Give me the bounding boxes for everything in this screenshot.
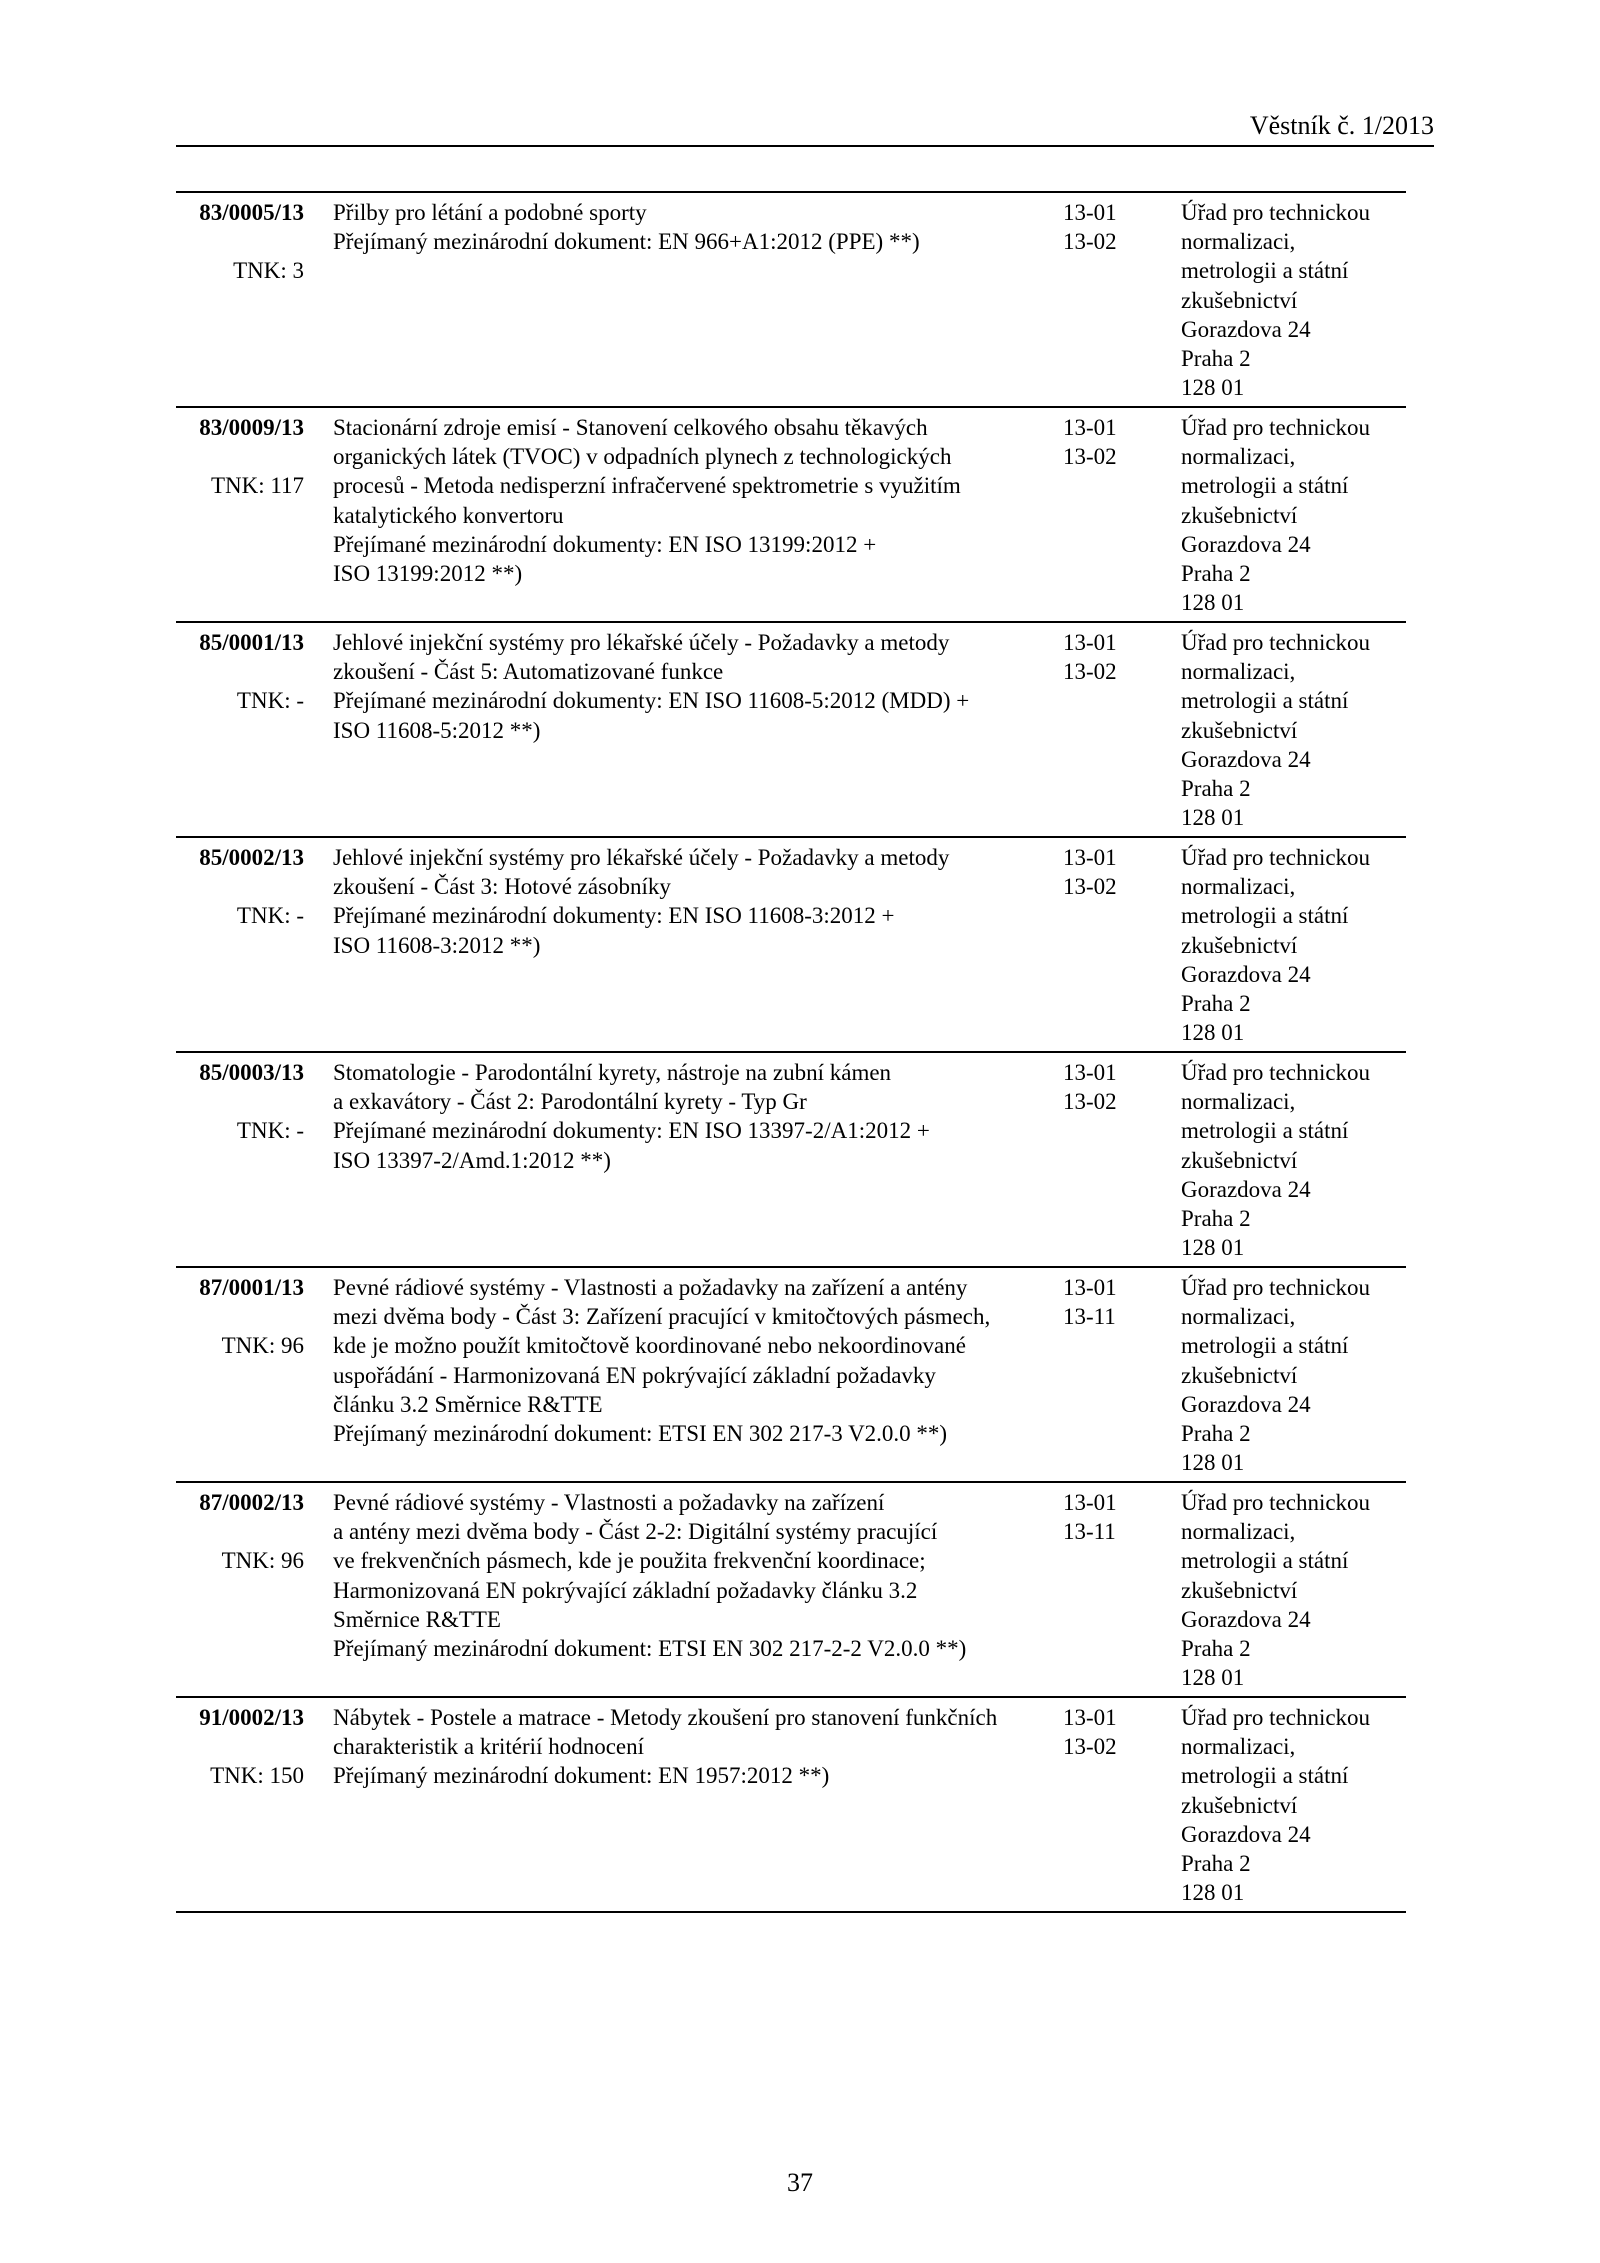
classification-code: 13-01 xyxy=(1063,1275,1117,1300)
authority-line: Gorazdova 24 xyxy=(1181,531,1311,557)
description-line: Přejímané mezinárodní dokumenty: EN ISO 13199:2012 + xyxy=(333,531,877,557)
record-authority xyxy=(1181,628,1421,832)
bulletin-title: Věstník č. 1/2013 xyxy=(1249,111,1434,140)
authority-line: metrologii a státní xyxy=(1181,473,1349,499)
description-line: ISO 11608-5:2012 **) xyxy=(333,717,541,743)
description-line: článku 3.2 Směrnice R&TTE xyxy=(333,1391,603,1417)
description-line: a exkavátory - Část 2: Parodontální kyrety - Typ Gr xyxy=(333,1089,807,1115)
record-tnk: TNK: 96 xyxy=(221,1548,304,1574)
classification-code: 13-01 xyxy=(1063,630,1117,655)
description-line: Přejímaný mezinárodní dokument: ETSI EN 302 217-2-2 V2.0.0 **) xyxy=(333,1636,967,1662)
description-line: Pevné rádiové systémy - Vlastnosti a požadavky na zařízení xyxy=(333,1490,885,1515)
record-id-cell xyxy=(176,1058,304,1145)
description-line: Přejímaný mezinárodní dokument: EN 966+A1:2012 (PPE) **) xyxy=(333,229,920,255)
table-row xyxy=(176,193,1406,408)
table-row xyxy=(176,1053,1406,1268)
record-classification-codes xyxy=(1063,1488,1163,1546)
authority-line: zkušebnictví xyxy=(1181,1362,1298,1388)
record-id-cell xyxy=(176,1488,304,1575)
authority-line: normalizaci, xyxy=(1181,1519,1296,1545)
record-classification-codes xyxy=(1063,1273,1163,1331)
table-row xyxy=(176,1698,1406,1913)
authority-line: metrologii a státní xyxy=(1181,1548,1349,1574)
record-classification-codes xyxy=(1063,1703,1163,1761)
record-classification-codes xyxy=(1063,413,1163,471)
record-code: 87/0001/13 xyxy=(199,1275,304,1300)
description-line: Přejímané mezinárodní dokumenty: EN ISO 11608-5:2012 (MDD) + xyxy=(333,688,970,714)
classification-code: 13-11 xyxy=(1063,1519,1116,1545)
description-line: ISO 13397-2/Amd.1:2012 **) xyxy=(333,1147,611,1173)
authority-line: 128 01 xyxy=(1181,1665,1245,1691)
authority-line: Gorazdova 24 xyxy=(1181,1176,1311,1202)
classification-code: 13-01 xyxy=(1063,1060,1117,1085)
authority-line: Úřad pro technickou xyxy=(1181,845,1371,870)
authority-line: Praha 2 xyxy=(1181,776,1251,802)
authority-line: 128 01 xyxy=(1181,1450,1245,1476)
record-tnk: TNK: - xyxy=(236,1118,304,1144)
record-authority xyxy=(1181,1058,1421,1262)
authority-line: normalizaci, xyxy=(1181,229,1296,255)
authority-line: metrologii a státní xyxy=(1181,258,1349,284)
description-line: Stacionární zdroje emisí - Stanovení celkového obsahu těkavých xyxy=(333,415,928,440)
authority-line: Úřad pro technickou xyxy=(1181,1060,1371,1085)
record-code: 91/0002/13 xyxy=(199,1705,304,1730)
record-id-cell xyxy=(176,843,304,930)
authority-line: Gorazdova 24 xyxy=(1181,961,1311,987)
description-line: Pevné rádiové systémy - Vlastnosti a požadavky na zařízení a antény xyxy=(333,1275,968,1300)
record-tnk: TNK: 3 xyxy=(233,258,304,284)
authority-line: Praha 2 xyxy=(1181,1421,1251,1447)
record-tnk: TNK: 117 xyxy=(210,473,304,499)
table-row xyxy=(176,623,1406,838)
description-line: Harmonizovaná EN pokrývající základní požadavky článku 3.2 xyxy=(333,1577,918,1603)
authority-line: Praha 2 xyxy=(1181,561,1251,587)
classification-code: 13-02 xyxy=(1063,444,1117,470)
record-code: 83/0005/13 xyxy=(199,200,304,225)
description-line: zkoušení - Část 3: Hotové zásobníky xyxy=(333,874,671,900)
authority-line: Gorazdova 24 xyxy=(1181,1821,1311,1847)
authority-line: Gorazdova 24 xyxy=(1181,1606,1311,1632)
record-classification-codes xyxy=(1063,843,1163,901)
authority-line: metrologii a státní xyxy=(1181,903,1349,929)
table-row xyxy=(176,838,1406,1053)
authority-line: Úřad pro technickou xyxy=(1181,200,1371,225)
description-line: Jehlové injekční systémy pro lékařské účely - Požadavky a metody xyxy=(333,630,950,655)
description-line: Přejímané mezinárodní dokumenty: EN ISO 13397-2/A1:2012 + xyxy=(333,1118,930,1144)
description-line: Jehlové injekční systémy pro lékařské účely - Požadavky a metody xyxy=(333,845,950,870)
description-line: Přejímaný mezinárodní dokument: EN 1957:2012 **) xyxy=(333,1763,830,1789)
authority-line: Úřad pro technickou xyxy=(1181,1705,1371,1730)
record-tnk: TNK: - xyxy=(236,688,304,714)
authority-line: zkušebnictví xyxy=(1181,1792,1298,1818)
authority-line: Úřad pro technickou xyxy=(1181,1275,1371,1300)
classification-code: 13-01 xyxy=(1063,415,1117,440)
record-id-cell xyxy=(176,1703,304,1790)
header-rule xyxy=(176,145,1434,147)
description-line: zkoušení - Část 5: Automatizované funkce xyxy=(333,659,724,685)
classification-code: 13-01 xyxy=(1063,1490,1117,1515)
authority-line: zkušebnictví xyxy=(1181,287,1298,313)
authority-line: Gorazdova 24 xyxy=(1181,746,1311,772)
page-number: 37 xyxy=(787,2168,813,2197)
authority-line: normalizaci, xyxy=(1181,874,1296,900)
authority-line: metrologii a státní xyxy=(1181,688,1349,714)
record-authority xyxy=(1181,1703,1421,1907)
record-id-cell xyxy=(176,1273,304,1360)
authority-line: Praha 2 xyxy=(1181,1851,1251,1877)
authority-line: zkušebnictví xyxy=(1181,1147,1298,1173)
description-line: Přilby pro létání a podobné sporty xyxy=(333,200,647,225)
description-line: uspořádání - Harmonizovaná EN pokrývající základní požadavky xyxy=(333,1362,936,1388)
classification-code: 13-01 xyxy=(1063,1705,1117,1730)
record-id-cell xyxy=(176,628,304,715)
authority-line: 128 01 xyxy=(1181,1880,1245,1906)
authority-line: 128 01 xyxy=(1181,805,1245,831)
authority-line: zkušebnictví xyxy=(1181,717,1298,743)
record-authority xyxy=(1181,413,1421,617)
authority-line: zkušebnictví xyxy=(1181,932,1298,958)
description-line: katalytického konvertoru xyxy=(333,502,564,528)
classification-code: 13-11 xyxy=(1063,1304,1116,1330)
authority-line: metrologii a státní xyxy=(1181,1763,1349,1789)
description-line: Stomatologie - Parodontální kyrety, nástroje na zubní kámen xyxy=(333,1060,892,1085)
record-authority xyxy=(1181,198,1421,402)
record-tnk: TNK: 150 xyxy=(210,1763,304,1789)
classification-code: 13-02 xyxy=(1063,1089,1117,1115)
authority-line: normalizaci, xyxy=(1181,659,1296,685)
authority-line: normalizaci, xyxy=(1181,1734,1296,1760)
authority-line: Praha 2 xyxy=(1181,1206,1251,1232)
authority-line: metrologii a státní xyxy=(1181,1118,1349,1144)
record-tnk: TNK: 96 xyxy=(221,1333,304,1359)
record-classification-codes xyxy=(1063,628,1163,686)
authority-line: Gorazdova 24 xyxy=(1181,316,1311,342)
description-line: Směrnice R&TTE xyxy=(333,1606,501,1632)
authority-line: metrologii a státní xyxy=(1181,1333,1349,1359)
authority-line: 128 01 xyxy=(1181,1020,1245,1046)
authority-line: 128 01 xyxy=(1181,590,1245,616)
description-line: Přejímaný mezinárodní dokument: ETSI EN 302 217-3 V2.0.0 **) xyxy=(333,1421,948,1447)
description-line: organických látek (TVOC) v odpadních plynech z technologických xyxy=(333,444,952,470)
record-id-cell xyxy=(176,413,304,500)
authority-line: zkušebnictví xyxy=(1181,1577,1298,1603)
table-row xyxy=(176,1483,1406,1698)
authority-line: Úřad pro technickou xyxy=(1181,630,1371,655)
classification-code: 13-02 xyxy=(1063,659,1117,685)
record-code: 83/0009/13 xyxy=(199,415,304,440)
record-code: 85/0001/13 xyxy=(199,630,304,655)
record-authority xyxy=(1181,1488,1421,1692)
authority-line: Úřad pro technickou xyxy=(1181,1490,1371,1515)
authority-line: 128 01 xyxy=(1181,375,1245,401)
classification-code: 13-01 xyxy=(1063,845,1117,870)
authority-line: normalizaci, xyxy=(1181,1089,1296,1115)
description-line: procesů - Metoda nedisperzní infračervené spektrometrie s využitím xyxy=(333,473,961,499)
record-code: 87/0002/13 xyxy=(199,1490,304,1515)
authority-line: Gorazdova 24 xyxy=(1181,1391,1311,1417)
authority-line: normalizaci, xyxy=(1181,1304,1296,1330)
classification-code: 13-02 xyxy=(1063,874,1117,900)
record-authority xyxy=(1181,1273,1421,1477)
authority-line: Praha 2 xyxy=(1181,346,1251,372)
standards-table xyxy=(176,191,1406,1913)
record-id-cell xyxy=(176,198,304,285)
authority-line: Praha 2 xyxy=(1181,1636,1251,1662)
authority-line: Úřad pro technickou xyxy=(1181,415,1371,440)
description-line: Nábytek - Postele a matrace - Metody zkoušení pro stanovení funkčních xyxy=(333,1705,998,1730)
classification-code: 13-02 xyxy=(1063,229,1117,255)
table-row xyxy=(176,1268,1406,1483)
description-line: ve frekvenčních pásmech, kde je použita frekvenční koordinace; xyxy=(333,1548,926,1574)
record-code: 85/0002/13 xyxy=(199,845,304,870)
record-authority xyxy=(1181,843,1421,1047)
description-line: a antény mezi dvěma body - Část 2-2: Digitální systémy pracující xyxy=(333,1519,938,1545)
authority-line: normalizaci, xyxy=(1181,444,1296,470)
record-classification-codes xyxy=(1063,1058,1163,1116)
description-line: charakteristik a kritérií hodnocení xyxy=(333,1734,645,1760)
table-row xyxy=(176,408,1406,623)
description-line: Přejímané mezinárodní dokumenty: EN ISO 11608-3:2012 + xyxy=(333,903,895,929)
record-classification-codes xyxy=(1063,198,1163,256)
description-line: mezi dvěma body - Část 3: Zařízení pracující v kmitočtových pásmech, xyxy=(333,1304,991,1330)
description-line: ISO 13199:2012 **) xyxy=(333,561,523,587)
authority-line: Praha 2 xyxy=(1181,991,1251,1017)
description-line: kde je možno použít kmitočtově koordinované nebo nekoordinované xyxy=(333,1333,966,1359)
record-tnk: TNK: - xyxy=(236,903,304,929)
classification-code: 13-02 xyxy=(1063,1734,1117,1760)
authority-line: zkušebnictví xyxy=(1181,502,1298,528)
classification-code: 13-01 xyxy=(1063,200,1117,225)
description-line: ISO 11608-3:2012 **) xyxy=(333,932,541,958)
record-code: 85/0003/13 xyxy=(199,1060,304,1085)
authority-line: 128 01 xyxy=(1181,1235,1245,1261)
